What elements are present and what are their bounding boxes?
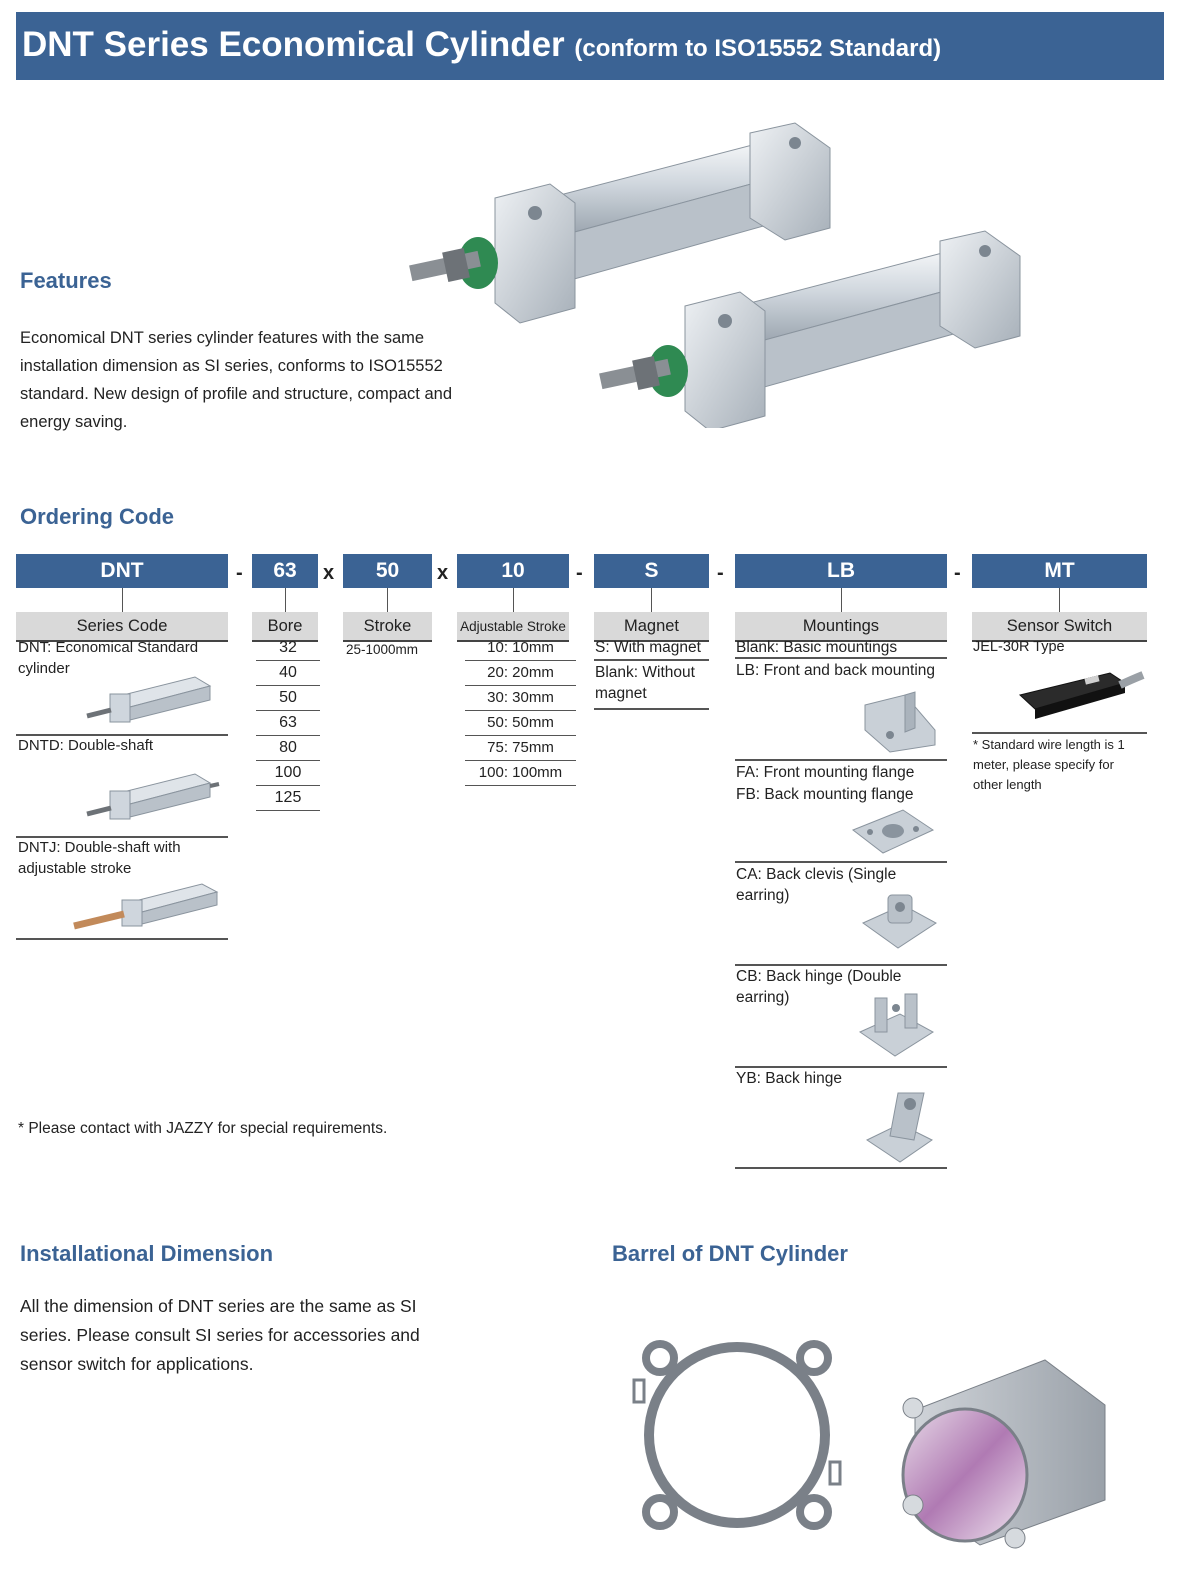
features-text: Economical DNT series cylinder features with the same installation dimension as SI series, conforms to ISO15552 standard. New design of profile and structure, compact and energy saving. <box>20 329 452 431</box>
separator-dash: - <box>717 562 724 584</box>
mounting-yb: YB: Back hinge <box>736 1070 842 1087</box>
series-dnt: DNT: Economical Standard cylinder <box>18 639 199 677</box>
mounting-lb: LB: Front and back mounting <box>736 662 936 679</box>
adjustable-value: 75: 75mm <box>465 735 576 761</box>
header-sensor-switch: Sensor Switch <box>972 612 1147 642</box>
row-divider <box>735 1167 947 1169</box>
row-divider <box>16 938 228 940</box>
separator-x: x <box>437 562 449 584</box>
connector-line <box>387 588 388 612</box>
cylinder-2 <box>599 231 1020 428</box>
bore-value: 40 <box>256 660 320 686</box>
installation-heading: Installational Dimension <box>20 1241 274 1266</box>
header-adjustable-stroke: Adjustable Stroke <box>457 612 569 642</box>
connector-line <box>513 588 514 612</box>
connector-line <box>651 588 652 612</box>
connector-line <box>841 588 842 612</box>
header-mountings: Mountings <box>735 612 947 642</box>
bore-value: 32 <box>256 635 320 661</box>
adjustable-value: 30: 30mm <box>465 685 576 711</box>
code-series: DNT <box>16 554 228 588</box>
code-sensor: MT <box>972 554 1147 588</box>
code-adjustable: 10 <box>457 554 569 588</box>
mounting-fa: FA: Front mounting flange <box>736 764 915 781</box>
adjustable-value: 50: 50mm <box>465 710 576 736</box>
foot-bracket-icon <box>845 690 940 755</box>
mounting-blank: Blank: Basic mountings <box>736 639 898 656</box>
series-dntd: DNTD: Double-shaft <box>18 737 154 754</box>
code-bore: 63 <box>252 554 318 588</box>
title-subtitle: (conform to ISO15552 Standard) <box>574 35 942 62</box>
flange-icon <box>848 805 938 857</box>
barrel-3d-image <box>885 1350 1120 1550</box>
separator-dash: - <box>236 562 243 584</box>
row-divider <box>594 708 709 710</box>
features-heading: Features <box>20 268 112 293</box>
dnt-cylinder-icon <box>85 672 220 727</box>
row-divider <box>735 759 947 761</box>
cylinder-product-image <box>400 118 1040 428</box>
footnote: * Please contact with JAZZY for special requirements. <box>18 1120 388 1137</box>
series-dntj: DNTJ: Double-shaft with adjustable stroke <box>18 839 181 877</box>
row-divider <box>735 657 947 659</box>
magnet-with: S: With magnet <box>595 639 701 656</box>
back-hinge-double-icon <box>855 992 937 1060</box>
dntj-cylinder-icon <box>72 878 222 933</box>
bore-value: 80 <box>256 735 320 761</box>
dntd-cylinder-icon <box>85 766 220 826</box>
magnet-without: Blank: Without magnet <box>595 664 695 702</box>
connector-line <box>122 588 123 612</box>
row-divider <box>594 659 709 661</box>
code-stroke: 50 <box>343 554 432 588</box>
separator-dash: - <box>954 562 961 584</box>
mounting-fb: FB: Back mounting flange <box>736 786 914 803</box>
adjustable-value: 100: 100mm <box>465 760 576 786</box>
ordering-heading: Ordering Code <box>20 504 175 529</box>
cylinder-1 <box>409 123 830 323</box>
bore-value: 100 <box>256 760 320 786</box>
bore-value: 50 <box>256 685 320 711</box>
code-magnet: S <box>594 554 709 588</box>
barrel-heading: Barrel of DNT Cylinder <box>612 1241 848 1266</box>
separator-dash: - <box>576 562 583 584</box>
installation-text: All the dimension of DNT series are the same as SI series. Please consult SI series for accessories and sensor switch for applications. <box>20 1296 420 1374</box>
back-clevis-icon <box>858 893 940 955</box>
adjustable-value: 10: 10mm <box>465 635 576 661</box>
back-hinge-icon <box>862 1088 937 1166</box>
stroke-range: 25-1000mm <box>346 642 419 657</box>
code-mountings: LB <box>735 554 947 588</box>
barrel-profile-diagram <box>630 1330 845 1540</box>
bore-value: 125 <box>256 785 320 811</box>
sensor-type: JEL-30R Type <box>973 639 1065 655</box>
connector-line <box>285 588 286 612</box>
header-magnet: Magnet <box>594 612 709 642</box>
bore-value: 63 <box>256 710 320 736</box>
row-divider <box>972 732 1147 734</box>
sensor-switch-icon <box>1015 665 1145 723</box>
header-series-code: Series Code <box>16 612 228 642</box>
sensor-note: * Standard wire length is 1 meter, please specify for other length <box>973 737 1125 792</box>
header-bore: Bore <box>252 612 318 642</box>
mounting-ca: CA: Back clevis (Single earring) <box>736 866 897 904</box>
mounting-cb: CB: Back hinge (Double earring) <box>736 968 902 1006</box>
separator-x: x <box>323 562 335 584</box>
row-divider <box>735 861 947 863</box>
adjustable-value: 20: 20mm <box>465 660 576 686</box>
connector-line <box>1059 588 1060 612</box>
page-title <box>22 25 941 65</box>
title-text: DNT Series Economical Cylinder <box>22 25 565 64</box>
header-stroke: Stroke <box>343 612 432 642</box>
